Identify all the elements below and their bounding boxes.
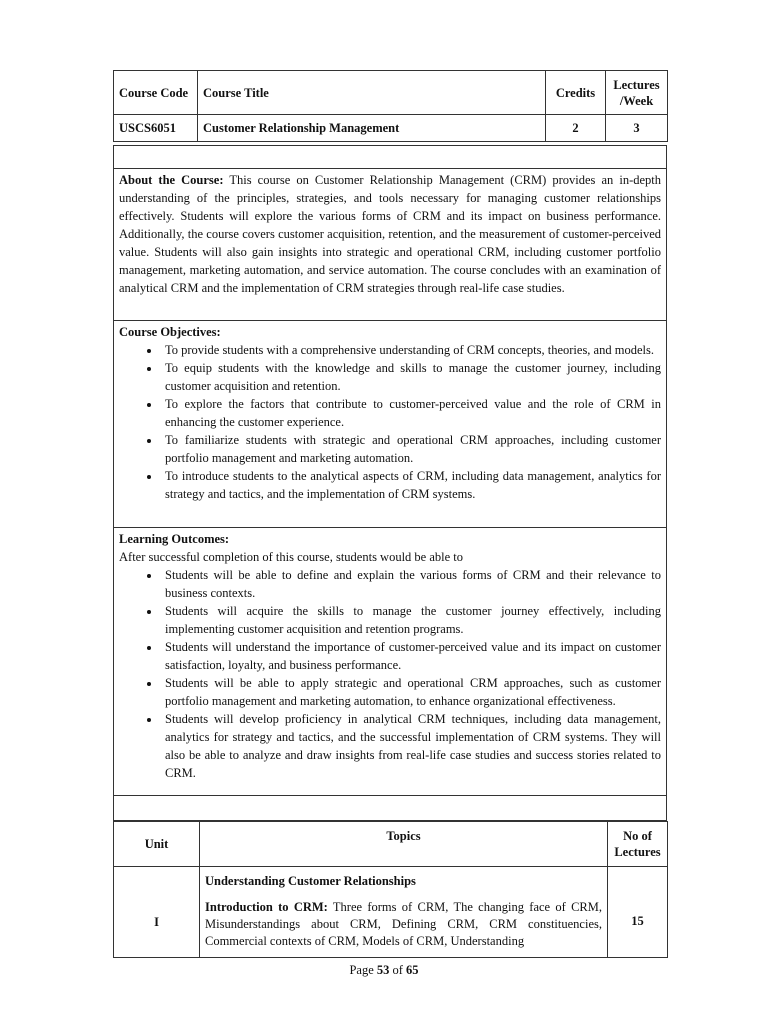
- unit-heading: Understanding Customer Relationships: [205, 874, 416, 888]
- outcomes-label: Learning Outcomes:: [119, 532, 230, 546]
- about-section: [113, 169, 667, 321]
- table-row: [114, 867, 668, 958]
- objectives-label: Course Objectives:: [119, 325, 221, 339]
- about-text: This course on Customer Relationship Management (CRM) provides an in-depth understanding of the principles, strategies, and tools necessary for managing customer relationships effectively. Students will explore the various forms of CRM and its impact on business performance. Additionally, the course covers customer acquisition, retention, and the measurement of customer-perceived value. Students will also gain insights into strategic and operational CRM, including customer portfolio management, marketing automation, and service automation. The course concludes with an examination of analytical CRM and the implementation of CRM strategies through real-life case studies.: [119, 173, 662, 295]
- objectives-section: [113, 321, 667, 528]
- outcome-item: • Students will understand the importance of customer-perceived value and its impact on customer satisfaction, loyalty, and business performance.: [161, 638, 661, 674]
- header-topics: Topics: [200, 822, 608, 867]
- objective-item: • To introduce students to the analytical aspects of CRM, including data management, analytics for strategy and tactics, and the implementation of CRM systems.: [161, 467, 661, 503]
- page-total: 65: [406, 963, 419, 977]
- page-prefix: Page: [349, 963, 374, 977]
- objectives-list: [119, 341, 661, 503]
- course-info-table: [113, 70, 667, 142]
- outcome-item: • Students will develop proficiency in analytical CRM techniques, including data management, analytics for strategy and tactics, and the successful implementation of CRM systems. They will also be able to analyze and draw insights from real-life case studies and success stories related to CRM.: [161, 710, 661, 782]
- header-no-of-lectures: No of Lectures: [608, 822, 668, 867]
- outcomes-intro: After successful completion of this course, students would be able to: [119, 550, 464, 564]
- outcome-item: • Students will be able to define and explain the various forms of CRM and their relevance to business contexts.: [161, 566, 661, 602]
- outcome-item: • Students will be able to apply strategic and operational CRM approaches, such as customer portfolio management and marketing automation, to enhance organizational effectiveness.: [161, 674, 661, 710]
- course-title-value: Customer Relationship Management: [198, 115, 546, 142]
- outcome-item: • Students will acquire the skills to manage the customer journey effectively, including implementing customer acquisition and retention programs.: [161, 602, 661, 638]
- header-credits: Credits: [546, 71, 606, 115]
- units-table: [113, 821, 667, 958]
- about-label: About the Course:: [119, 173, 224, 187]
- header-unit: Unit: [114, 822, 200, 867]
- outcomes-section: [113, 528, 667, 796]
- unit-number: I: [114, 867, 200, 958]
- objective-item: • To provide students with a comprehensive understanding of CRM concepts, theories, and models.: [161, 341, 661, 359]
- spacer-row: [113, 145, 667, 169]
- objective-item: • To familiarize students with strategic and operational CRM approaches, including customer portfolio management and marketing automation.: [161, 431, 661, 467]
- unit-lectures: 15: [608, 867, 668, 958]
- page-footer: [0, 963, 768, 978]
- unit-topics: [200, 867, 608, 958]
- header-course-code: Course Code: [114, 71, 198, 115]
- outcomes-list: [119, 566, 661, 782]
- course-code-value: USCS6051: [114, 115, 198, 142]
- lectures-week-value: 3: [606, 115, 668, 142]
- header-lectures-week: Lectures /Week: [606, 71, 668, 115]
- credits-value: 2: [546, 115, 606, 142]
- header-course-title: Course Title: [198, 71, 546, 115]
- objective-item: • To equip students with the knowledge and skills to manage the customer journey, including customer acquisition and retention.: [161, 359, 661, 395]
- page-number: 53: [376, 963, 390, 977]
- topic-text: Three forms of CRM, The changing face of CRM, Misunderstandings about CRM, Defining CRM, CRM constituencies, Commercial contexts of CRM, Models of CRM, Understanding: [205, 900, 602, 948]
- topic-label: Introduction to CRM:: [205, 900, 328, 914]
- spacer-row: [113, 796, 667, 821]
- page-of: of: [392, 963, 403, 977]
- objective-item: • To explore the factors that contribute to customer-perceived value and the role of CRM in enhancing the customer experience.: [161, 395, 661, 431]
